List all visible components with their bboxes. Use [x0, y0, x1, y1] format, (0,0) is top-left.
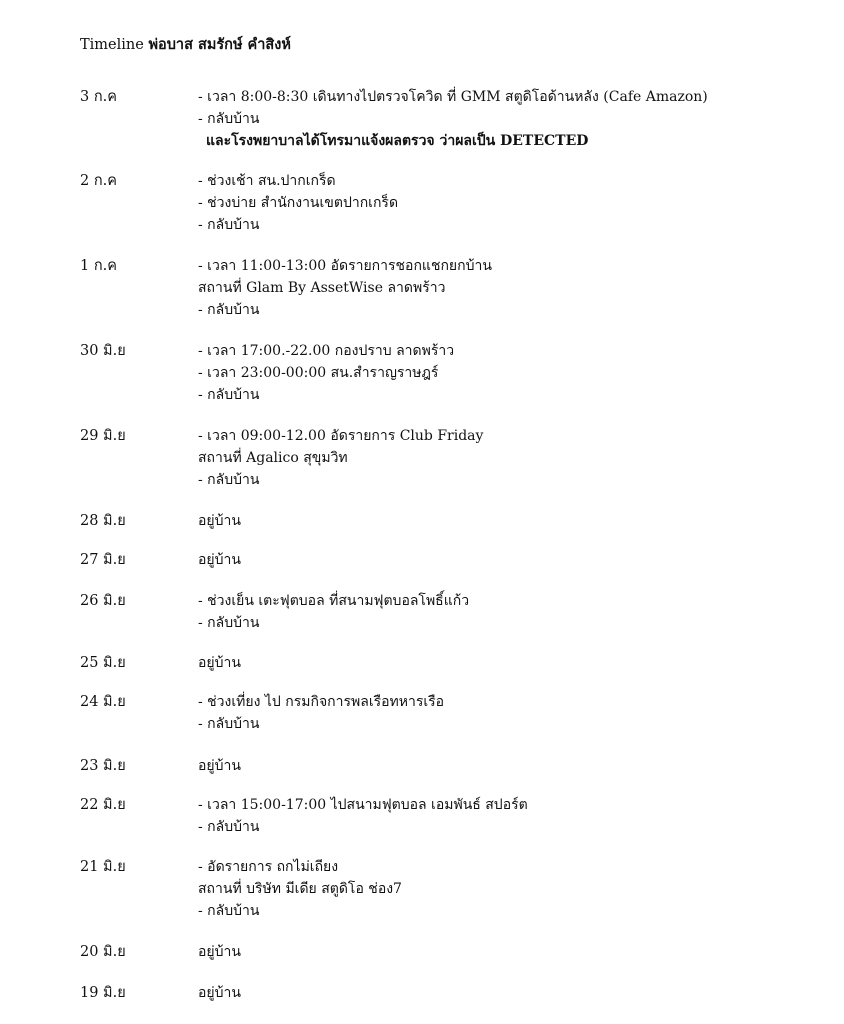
entry-activities — [198, 941, 828, 963]
entry-activities — [198, 86, 828, 152]
entry-date: 27 มิ.ย — [80, 552, 126, 568]
entry-activities — [198, 755, 828, 777]
activity-line: - กลับบ้าน — [198, 615, 260, 631]
activity-line: อยู่บ้าน — [198, 944, 241, 960]
entry-activities — [198, 549, 828, 571]
entry-date: 26 มิ.ย — [80, 593, 126, 609]
entry-activities — [198, 340, 828, 406]
entry-date: 21 มิ.ย — [80, 859, 126, 875]
activity-line: - กลับบ้าน — [198, 217, 260, 233]
entry-date: 24 มิ.ย — [80, 694, 126, 710]
entry-activities — [198, 255, 828, 321]
activity-line-highlight: และโรงพยาบาลได้โทรมาแจ้งผลตรวจ ว่าผลเป็น DETECTED — [206, 133, 589, 149]
activity-line: สถานที่ Glam By AssetWise ลาดพร้าว — [198, 280, 446, 296]
entry-date: 3 ก.ค — [80, 89, 117, 105]
entry-activities — [198, 590, 828, 634]
activity-line: สถานที่ บริษัท มีเดีย สตูดิโอ ช่อง7 — [198, 881, 402, 897]
activity-line: สถานที่ Agalico สุขุมวิท — [198, 450, 348, 466]
activity-line: - กลับบ้าน — [198, 819, 260, 835]
activity-line: - กลับบ้าน — [198, 387, 260, 403]
entry-date: 29 มิ.ย — [80, 428, 126, 444]
entry-date: 22 มิ.ย — [80, 797, 126, 813]
activity-line: - กลับบ้าน — [198, 111, 260, 127]
activity-line: อยู่บ้าน — [198, 552, 241, 568]
activity-line: - ช่วงเย็น เตะฟุตบอล ที่สนามฟุตบอลโพธิ์แก้ว — [198, 593, 470, 609]
activity-line: - เวลา 8:00-8:30 เดินทางไปตรวจโควิด ที่ GMM สตูดิโอด้านหลัง (Cafe Amazon) — [198, 89, 708, 105]
title-person-name: พ่อบาส สมรักษ์ คำสิงห์ — [148, 36, 291, 53]
activity-line: - กลับบ้าน — [198, 903, 260, 919]
entry-activities — [198, 856, 828, 922]
activity-line: - กลับบ้าน — [198, 472, 260, 488]
document-title — [80, 33, 291, 56]
title-prefix: Timeline — [80, 37, 144, 53]
entry-activities — [198, 982, 828, 1004]
entry-activities — [198, 425, 828, 491]
activity-line: - ช่วงเที่ยง ไป กรมกิจการพลเรือทหารเรือ — [198, 694, 445, 710]
activity-line: - เวลา 23:00-00:00 สน.สำราญราษฎร์ — [198, 365, 439, 381]
activity-line: - กลับบ้าน — [198, 302, 260, 318]
entry-date: 1 ก.ค — [80, 258, 117, 274]
activity-line: อยู่บ้าน — [198, 513, 241, 529]
activity-line: - ช่วงบ่าย สำนักงานเขตปากเกร็ด — [198, 195, 399, 211]
activity-line: - เวลา 15:00-17:00 ไปสนามฟุตบอล เอมพันธ์ สปอร์ต — [198, 797, 528, 813]
entry-date: 30 มิ.ย — [80, 343, 126, 359]
activity-line: - ช่วงเช้า สน.ปากเกร็ด — [198, 173, 336, 189]
entry-date: 20 มิ.ย — [80, 944, 126, 960]
entry-date: 28 มิ.ย — [80, 513, 126, 529]
entry-activities — [198, 794, 828, 838]
activity-line: - กลับบ้าน — [198, 716, 260, 732]
entry-activities — [198, 652, 828, 674]
entry-date: 25 มิ.ย — [80, 655, 126, 671]
activity-line: - เวลา 17:00.-22.00 กองปราบ ลาดพร้าว — [198, 343, 455, 359]
activity-line: - อัดรายการ ถกไม่เถียง — [198, 859, 339, 875]
entry-activities — [198, 170, 828, 236]
activity-line: - เวลา 09:00-12.00 อัดรายการ Club Friday — [198, 428, 484, 444]
entry-date: 2 ก.ค — [80, 173, 117, 189]
activity-line: อยู่บ้าน — [198, 985, 241, 1001]
activity-line: อยู่บ้าน — [198, 655, 241, 671]
entry-activities — [198, 691, 828, 735]
activity-line: อยู่บ้าน — [198, 758, 241, 774]
entry-date: 19 มิ.ย — [80, 985, 126, 1001]
entry-activities — [198, 510, 828, 532]
entry-date: 23 มิ.ย — [80, 758, 126, 774]
activity-line: - เวลา 11:00-13:00 อัดรายการชอกแชกยกบ้าน — [198, 258, 492, 274]
